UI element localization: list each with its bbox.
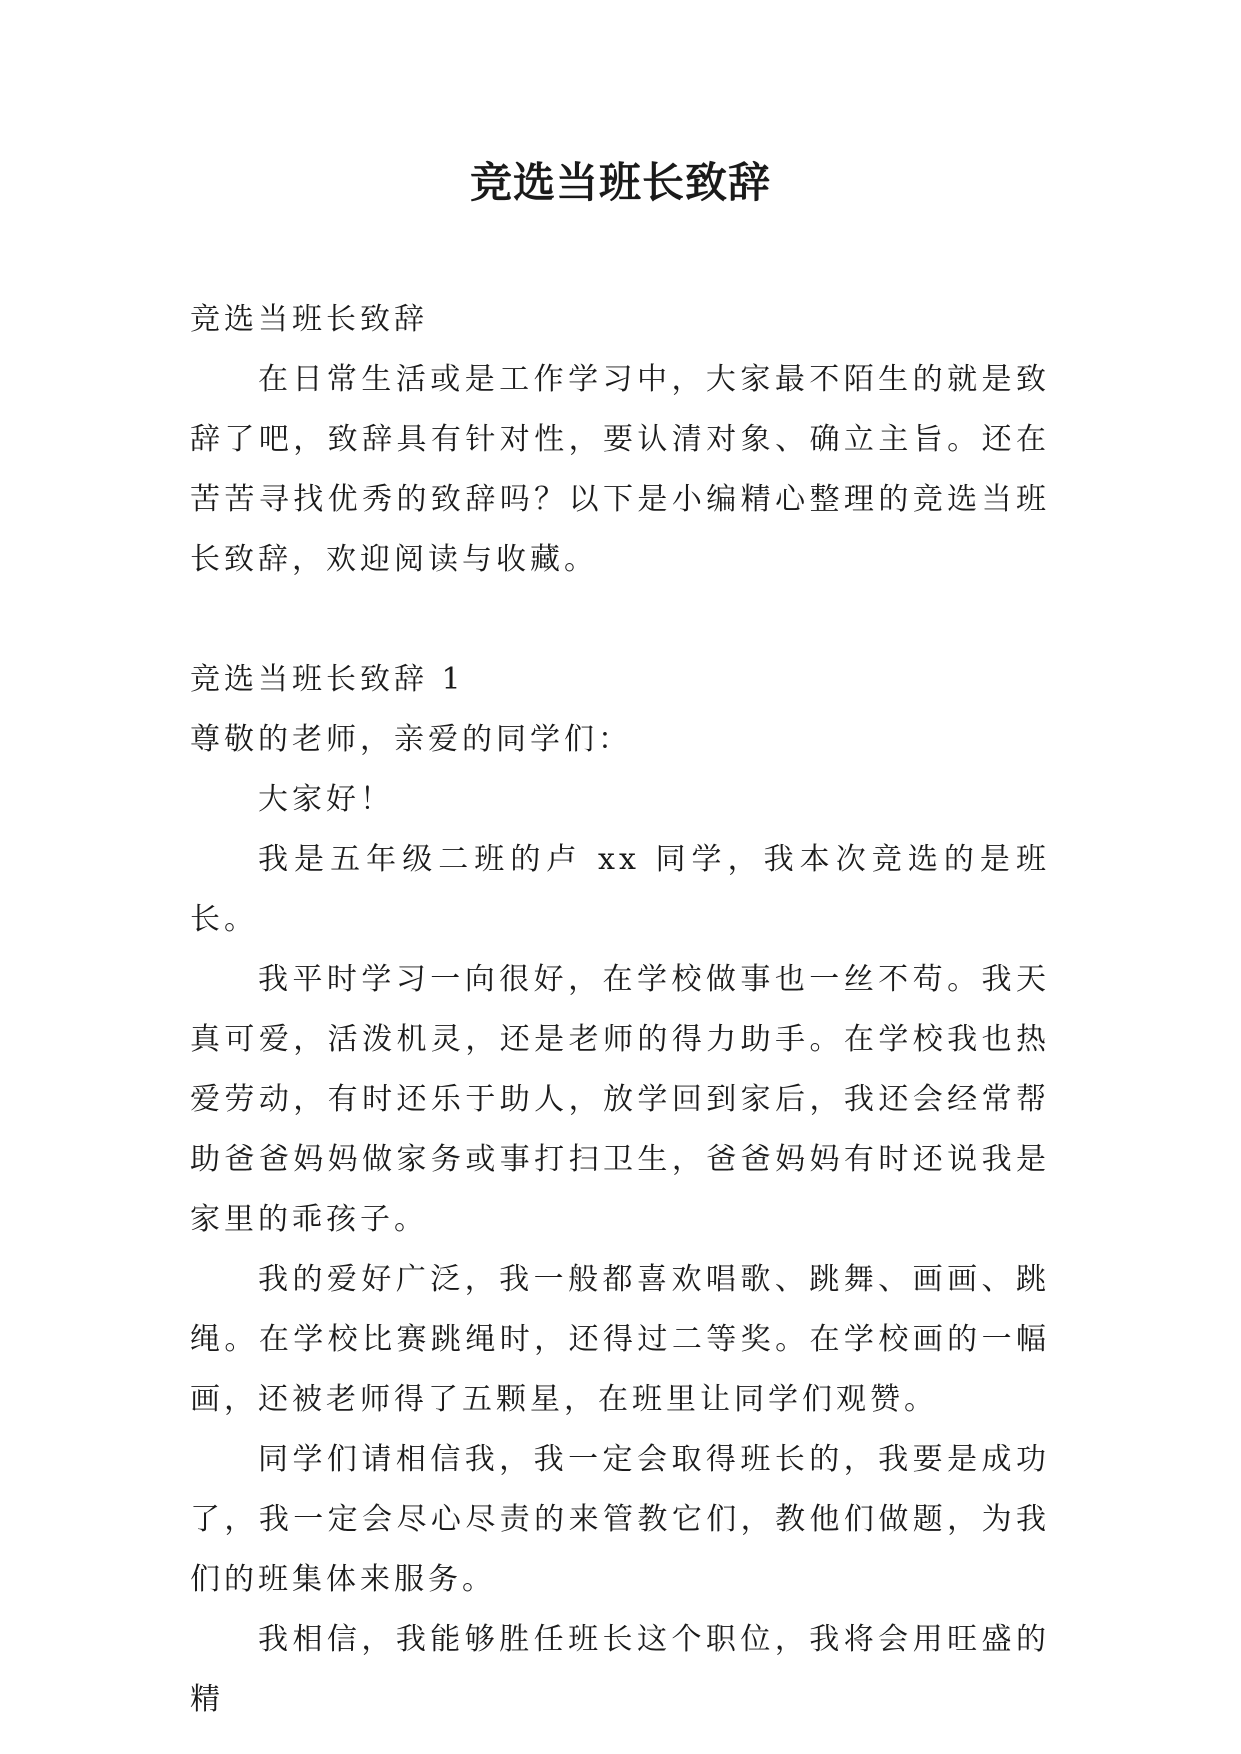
intro-paragraph: 在日常生活或是工作学习中，大家最不陌生的就是致辞了吧，致辞具有针对性，要认清对象、确立主旨。还在苦苦寻找优秀的致辞吗？以下是小编精心整理的竞选当班长致辞，欢迎阅读与收藏。	[190, 362, 1050, 577]
salutation: 尊敬的老师，亲爱的同学们：	[190, 722, 632, 757]
paragraph-spacer	[190, 590, 1050, 650]
document-title: 竞选当班长致辞	[469, 158, 771, 207]
body-paragraph: 我相信，我能够胜任班长这个职位，我将会用旺盛的精	[190, 1622, 1050, 1717]
document-body	[190, 290, 1050, 1730]
greeting: 大家好！	[258, 782, 394, 817]
speech-heading: 竞选当班长致辞 1	[190, 662, 465, 697]
body-paragraph: 我是五年级二班的卢 xx 同学，我本次竞选的是班长。	[190, 842, 1050, 937]
body-paragraph: 我平时学习一向很好，在学校做事也一丝不苟。我天真可爱，活泼机灵，还是老师的得力助手。在学校我也热爱劳动，有时还乐于助人，放学回到家后，我还会经常帮助爸爸妈妈做家务或事打扫卫生，爸爸妈妈有时还说我是家里的乖孩子。	[190, 962, 1050, 1237]
body-paragraph: 同学们请相信我，我一定会取得班长的，我要是成功了，我一定会尽心尽责的来管教它们，教他们做题，为我们的班集体来服务。	[190, 1442, 1050, 1597]
body-paragraph: 我的爱好广泛，我一般都喜欢唱歌、跳舞、画画、跳绳。在学校比赛跳绳时，还得过二等奖。在学校画的一幅画，还被老师得了五颗星，在班里让同学们观赞。	[190, 1262, 1050, 1417]
section-heading: 竞选当班长致辞	[190, 302, 428, 337]
